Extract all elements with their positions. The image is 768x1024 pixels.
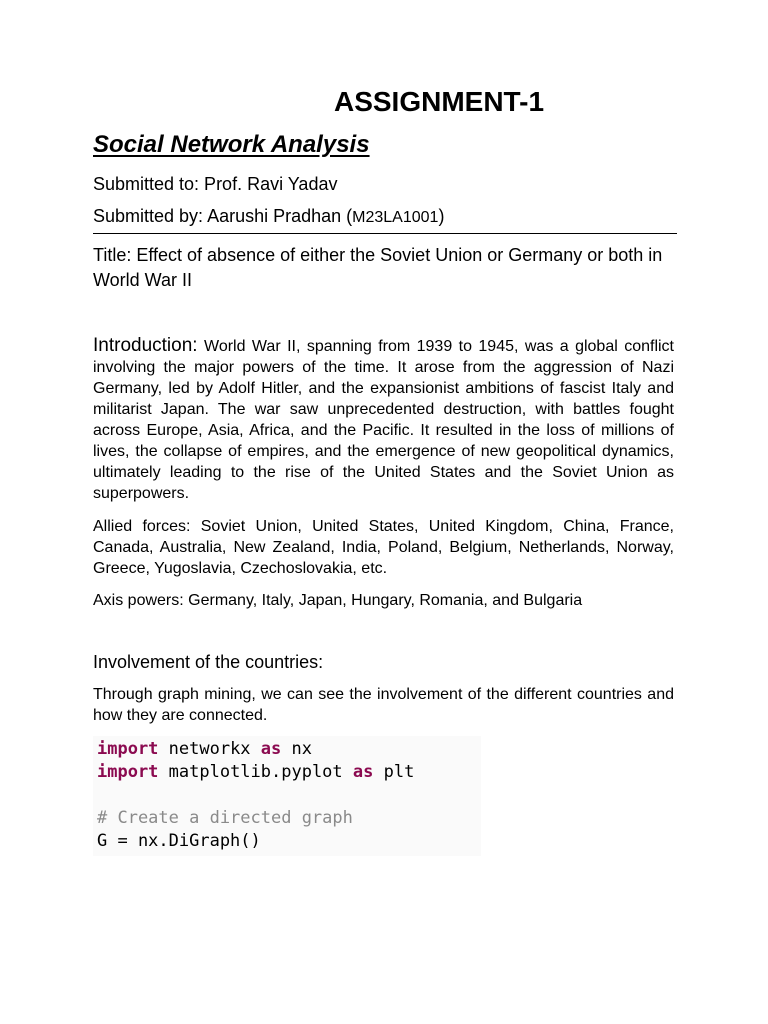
introduction-heading: Introduction:: [93, 335, 198, 356]
submitted-by-close: ): [438, 206, 445, 226]
course-subtitle: Social Network Analysis: [93, 131, 370, 158]
roll-number: M23LA1001: [352, 209, 439, 226]
assignment-title: ASSIGNMENT-1: [333, 86, 545, 117]
involvement-heading: Involvement of the countries:: [93, 652, 324, 672]
divider: [93, 233, 677, 234]
code-keyword: as: [260, 739, 282, 759]
code-line: [97, 738, 481, 761]
submitted-by: [93, 206, 444, 227]
code-text: nx: [281, 739, 312, 759]
introduction-paragraph: [93, 335, 674, 504]
code-line: G = nx.DiGraph(): [97, 831, 261, 851]
code-blank-line: [97, 784, 481, 807]
code-text: matplotlib.pyplot: [158, 762, 353, 782]
axis-powers-paragraph: Axis powers: Germany, Italy, Japan, Hungary, Romania, and Bulgaria: [93, 592, 583, 609]
code-keyword: import: [97, 739, 159, 759]
code-keyword: import: [97, 762, 159, 782]
code-text: plt: [373, 762, 415, 782]
introduction-text: World War II, spanning from 1939 to 1945, was a global conflict involving the major powers of the time. It arose from the aggression of Nazi Germany, led by Adolf Hitler, and the expansionist ambitions of fascist Italy and militarist Japan. The war saw unprecedented destruction, with battles fought across Europe, Asia, Africa, and the Pacific. It resulted in the loss of millions of lives, the collapse of empires, and the emergence of new geopolitical dynamics, ultimately leading to the rise of the United States and the Soviet Union as superpowers.: [93, 338, 674, 502]
allied-forces-paragraph: Allied forces: Soviet Union, United States, United Kingdom, China, France, Canada, Australia, New Zealand, India, Poland, Belgium, Netherlands, Norway, Greece, Yugoslavia, Czechoslovakia, etc.: [93, 518, 674, 577]
code-keyword: as: [352, 762, 374, 782]
code-line: [97, 761, 481, 784]
project-title: Title: Effect of absence of either the Soviet Union or Germany or both in World War II: [93, 245, 663, 290]
code-comment: # Create a directed graph: [97, 808, 353, 828]
involvement-paragraph: Through graph mining, we can see the involvement of the different countries and how they are connected.: [93, 686, 674, 724]
submitted-to: Submitted to: Prof. Ravi Yadav: [93, 174, 338, 194]
submitted-by-label: Submitted by: Aarushi Pradhan (: [93, 206, 353, 226]
code-snippet: [93, 736, 481, 856]
code-text: networkx: [158, 739, 261, 759]
